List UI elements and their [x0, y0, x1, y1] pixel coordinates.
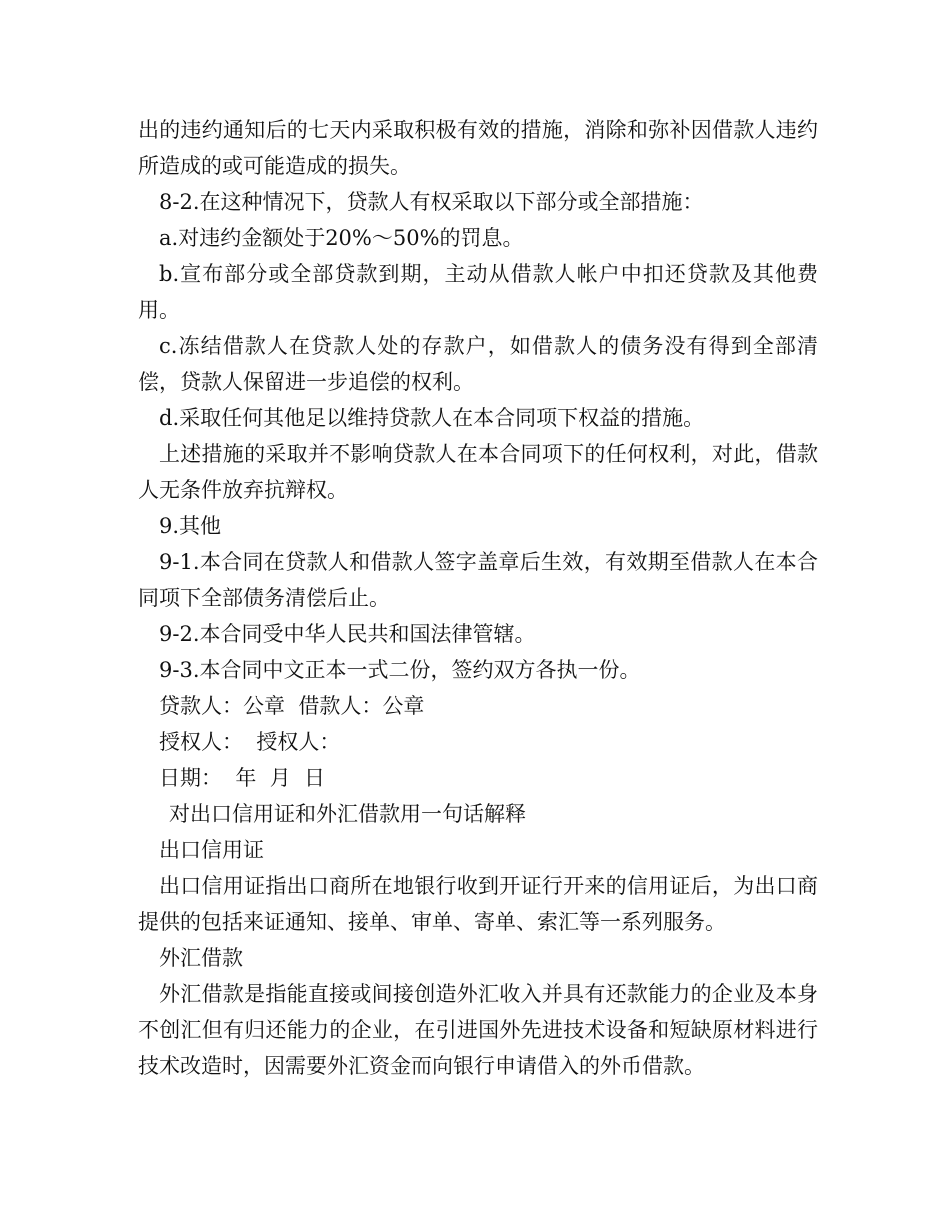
heading-export-lc: 出口信用证 [159, 838, 264, 862]
paragraph-item-a: a.对违约金额处于20%～50%的罚息。 [159, 226, 524, 250]
paragraph-export-lc-definition: 出口信用证指出口商所在地银行收到开证行开来的信用证后，为出口商提供的包括来证通知、接单、审单、寄单、索汇等一系列服务。 [138, 874, 818, 934]
paragraph-breach-continuation: 出的违约通知后的七天内采取积极有效的措施，消除和弥补因借款人违约所造成的或可能造成的损失。 [138, 118, 818, 178]
paragraph-item-b: b.宣布部分或全部贷款到期，主动从借款人帐户中扣还贷款及其他费用。 [138, 262, 818, 322]
paragraph-measures-note: 上述措施的采取并不影响贷款人在本合同项下的任何权利，对此，借款人无条件放弃抗辩权。 [138, 442, 818, 502]
paragraph-clause-9-3: 9-3.本合同中文正本一式二份，签约双方各执一份。 [159, 658, 641, 682]
paragraph-clause-9-1: 9-1.本合同在贷款人和借款人签字盖章后生效，有效期至借款人在本合同项下全部债务清偿后止。 [138, 550, 818, 610]
paragraph-foreign-exchange-loan-definition: 外汇借款是指能直接或间接创造外汇收入并具有还款能力的企业及本身不创汇但有归还能力的企业，在引进国外先进技术设备和短缺原材料进行技术改造时，因需要外汇资金而向银行申请借入的外币借款。 [138, 982, 818, 1078]
paragraph-item-d: d.采取任何其他足以维持贷款人在本合同项下权益的措施。 [159, 406, 705, 430]
paragraph-item-c: c.冻结借款人在贷款人处的存款户，如借款人的债务没有得到全部清偿，贷款人保留进一步追偿的权利。 [138, 334, 818, 394]
signature-date-line: 日期： 年 月 日 [159, 766, 326, 790]
heading-foreign-exchange-loan: 外汇借款 [159, 946, 243, 970]
heading-explanation: 对出口信用证和外汇借款用一句话解释 [169, 802, 526, 826]
paragraph-clause-8-2: 8-2.在这种情况下，贷款人有权采取以下部分或全部措施： [159, 190, 704, 214]
paragraph-clause-9-2: 9-2.本合同受中华人民共和国法律管辖。 [159, 622, 536, 646]
document-body [138, 112, 818, 1084]
signature-authorizer-line: 授权人： 授权人： [159, 730, 341, 754]
signature-seal-line: 贷款人：公章 借款人：公章 [159, 694, 425, 718]
heading-section-9: 9.其他 [159, 514, 222, 538]
